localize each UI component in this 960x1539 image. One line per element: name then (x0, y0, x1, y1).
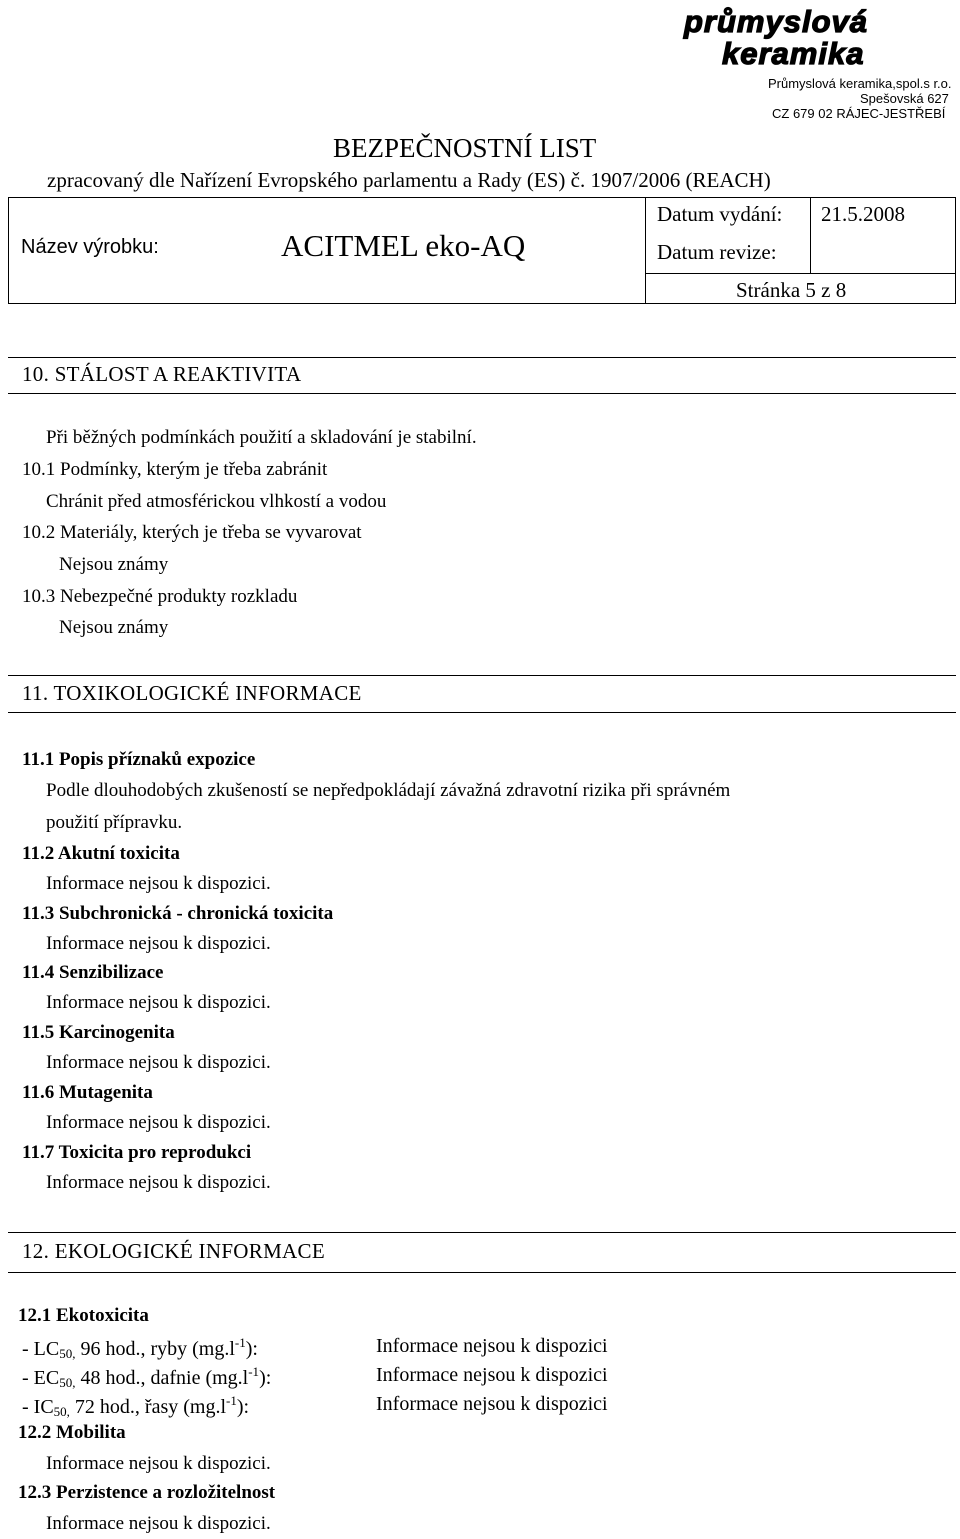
document-subtitle: zpracovaný dle Nařízení Evropského parlamentu a Rady (ES) č. 1907/2006 (REACH) (47, 168, 771, 192)
page-number: Stránka 5 z 8 (736, 278, 847, 302)
issue-date-label: Datum vydání: (657, 202, 783, 226)
section-10-rule-bottom (8, 393, 956, 394)
s10-intro: Při běžných podmínkách použití a skladování je stabilní. (46, 427, 477, 448)
company-logo (682, 4, 940, 70)
ecotox-row-sup: -1 (234, 1335, 246, 1350)
section-11-rule-top (8, 675, 956, 676)
s10-2-text: Nejsou známy (59, 554, 169, 575)
section-12-rule-top (8, 1232, 956, 1233)
s11-4-text: Informace nejsou k dispozici. (46, 992, 271, 1013)
ecotox-row-ic50 (22, 1393, 249, 1420)
company-name: Průmyslová keramika,spol.s r.o. (768, 76, 952, 91)
ecotox-row-lc50 (22, 1335, 258, 1362)
company-city: CZ 679 02 RÁJEC-JESTŘEBÍ (772, 106, 946, 121)
s11-3-heading: 11.3 Subchronická - chronická toxicita (22, 903, 334, 924)
ecotox-row-suffix: ): (259, 1367, 272, 1389)
s11-4-heading: 11.4 Senzibilizace (22, 962, 164, 983)
s12-2-text: Informace nejsou k dispozici. (46, 1453, 271, 1474)
s11-5-heading: 11.5 Karcinogenita (22, 1022, 175, 1043)
s11-1-text-b: použití přípravku. (46, 812, 183, 833)
header-divider-date (810, 197, 811, 273)
s12-1-heading: 12.1 Ekotoxicita (18, 1305, 149, 1326)
ecotox-row-middle: 72 hod., řasy (mg.l (69, 1396, 227, 1418)
s10-1-heading: 10.1 Podmínky, kterým je třeba zabránit (22, 459, 328, 480)
document-title: BEZPEČNOSTNÍ LIST (333, 133, 597, 163)
s10-3-text: Nejsou známy (59, 617, 169, 638)
revision-date-label: Datum revize: (657, 240, 777, 264)
s12-2-heading: 12.2 Mobilita (18, 1422, 126, 1443)
ecotox-row-sub: 50, (59, 1375, 76, 1390)
s10-1-text: Chránit před atmosférickou vlhkostí a vodou (46, 491, 387, 512)
s10-2-heading: 10.2 Materiály, kterých je třeba se vyvarovat (22, 522, 362, 543)
ecotox-row-sub: 50, (59, 1346, 76, 1361)
ecotox-row-suffix: ): (236, 1396, 250, 1418)
section-11-title: 11. TOXIKOLOGICKÉ INFORMACE (22, 681, 362, 705)
section-12-title: 12. EKOLOGICKÉ INFORMACE (22, 1239, 325, 1263)
company-street: Spešovská 627 (860, 91, 949, 106)
s11-7-text: Informace nejsou k dispozici. (46, 1172, 271, 1193)
product-name: ACITMEL eko-AQ (281, 228, 526, 263)
ecotox-row-sub: 50, (53, 1404, 70, 1419)
section-11-rule-bottom (8, 712, 956, 713)
ecotox-row-prefix: - IC (22, 1396, 54, 1418)
issue-date: 21.5.2008 (821, 202, 905, 226)
s10-3-heading: 10.3 Nebezpečné produkty rozkladu (22, 586, 298, 607)
s11-2-heading: 11.2 Akutní toxicita (22, 843, 180, 864)
s12-3-heading: 12.3 Perzistence a rozložitelnost (18, 1482, 276, 1503)
header-divider-vertical (645, 197, 646, 304)
s11-1-text-a: Podle dlouhodobých zkušeností se nepředpokládají závažná zdravotní rizika při správném (46, 780, 731, 801)
ecotox-row-prefix: - EC (22, 1367, 60, 1389)
ecotox-row-middle: 96 hod., ryby (mg.l (75, 1338, 235, 1360)
s11-2-text: Informace nejsou k dispozici. (46, 873, 271, 894)
s11-6-text: Informace nejsou k dispozici. (46, 1112, 271, 1133)
ecotox-row-sup: -1 (226, 1393, 237, 1408)
s11-7-heading: 11.7 Toxicita pro reprodukci (22, 1142, 252, 1163)
ecotox-value-lc50: Informace nejsou k dispozici (376, 1335, 608, 1357)
ecotox-value-ic50: Informace nejsou k dispozici (376, 1393, 608, 1415)
ecotox-value-ec50: Informace nejsou k dispozici (376, 1364, 608, 1386)
s11-6-heading: 11.6 Mutagenita (22, 1082, 153, 1103)
section-10-rule-top (8, 357, 956, 358)
ecotox-row-sup: -1 (248, 1364, 260, 1379)
section-12-rule-bottom (8, 1272, 956, 1273)
s11-3-text: Informace nejsou k dispozici. (46, 933, 271, 954)
ecotox-row-prefix: - LC (22, 1338, 60, 1360)
logo-text-top: průmyslová (684, 4, 869, 39)
product-label: Název výrobku: (21, 236, 159, 258)
logo-text-bottom: keramika (722, 36, 865, 70)
section-10-title: 10. STÁLOST A REAKTIVITA (22, 362, 302, 386)
ecotox-row-ec50 (22, 1364, 271, 1391)
header-divider-horizontal (645, 273, 956, 274)
s12-3-text: Informace nejsou k dispozici. (46, 1513, 271, 1534)
ecotox-row-suffix: ): (245, 1338, 258, 1360)
s11-1-heading: 11.1 Popis příznaků expozice (22, 749, 256, 770)
s11-5-text: Informace nejsou k dispozici. (46, 1052, 271, 1073)
ecotox-row-middle: 48 hod., dafnie (mg.l (75, 1367, 249, 1389)
